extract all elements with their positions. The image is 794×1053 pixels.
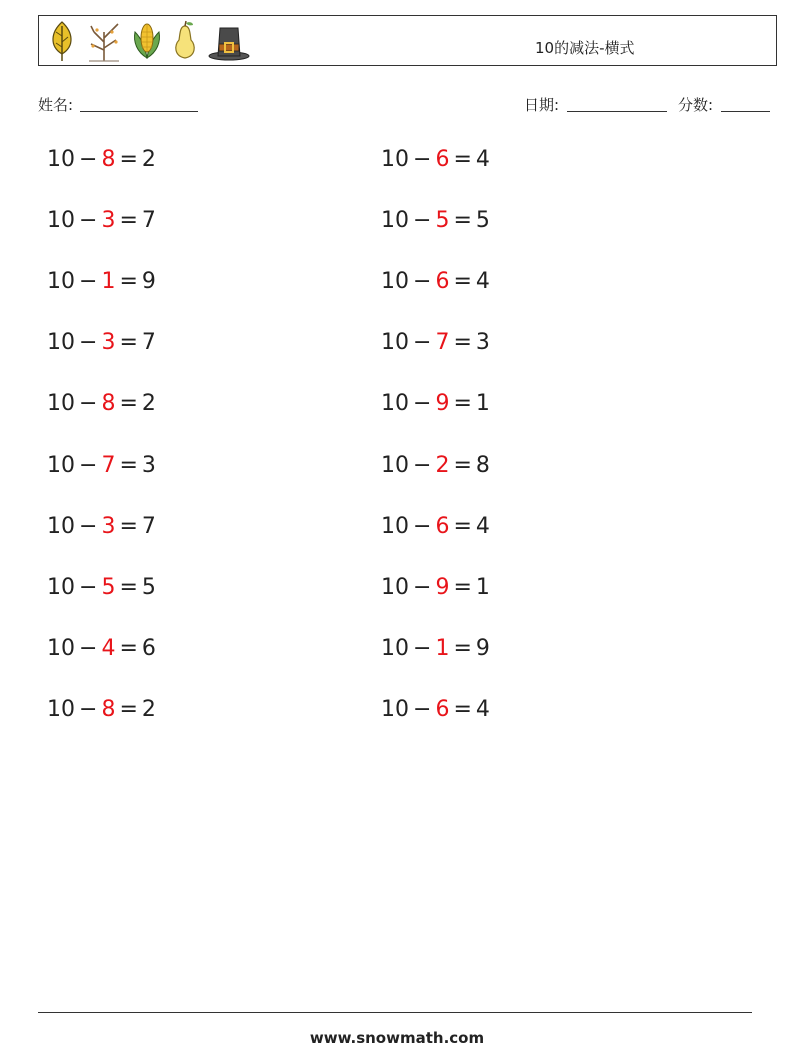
date-line[interactable]: [567, 111, 667, 112]
equals-sign: =: [453, 697, 472, 722]
minuend: 10: [381, 147, 409, 172]
minuend: 10: [381, 330, 409, 355]
problem-item: [47, 453, 156, 478]
difference: 1: [475, 575, 490, 600]
difference: 2: [141, 697, 156, 722]
problem-item: [381, 514, 490, 539]
subtrahend: 6: [435, 697, 450, 722]
minus-sign: −: [413, 208, 432, 233]
problem-item: [47, 636, 156, 661]
difference: 3: [475, 330, 490, 355]
difference: 1: [475, 391, 490, 416]
date-label: 日期:: [524, 96, 560, 114]
problem-item: [381, 269, 490, 294]
minuend: 10: [47, 391, 75, 416]
pear-icon: [171, 20, 199, 62]
difference: 2: [141, 147, 156, 172]
equals-sign: =: [119, 697, 138, 722]
minuend: 10: [47, 453, 75, 478]
difference: 4: [475, 269, 490, 294]
minuend: 10: [381, 453, 409, 478]
equals-sign: =: [453, 514, 472, 539]
difference: 9: [141, 269, 156, 294]
problem-item: [381, 697, 490, 722]
equals-sign: =: [119, 269, 138, 294]
minus-sign: −: [413, 636, 432, 661]
worksheet-title: 10的减法-横式: [535, 39, 635, 57]
minus-sign: −: [79, 514, 98, 539]
equals-sign: =: [453, 391, 472, 416]
problem-item: [47, 330, 156, 355]
minuend: 10: [381, 514, 409, 539]
subtrahend: 5: [435, 208, 450, 233]
yellow-leaf-icon: [47, 20, 77, 62]
problem-item: [47, 697, 156, 722]
difference: 7: [141, 208, 156, 233]
equals-sign: =: [119, 147, 138, 172]
problem-item: [381, 147, 490, 172]
equals-sign: =: [119, 514, 138, 539]
subtrahend: 8: [101, 697, 116, 722]
minuend: 10: [47, 697, 75, 722]
difference: 4: [475, 514, 490, 539]
score-label: 分数:: [678, 96, 714, 114]
minus-sign: −: [79, 575, 98, 600]
equals-sign: =: [453, 636, 472, 661]
minus-sign: −: [79, 636, 98, 661]
footer-divider: [38, 1012, 752, 1013]
minus-sign: −: [413, 269, 432, 294]
subtrahend: 1: [101, 269, 116, 294]
minus-sign: −: [79, 147, 98, 172]
minus-sign: −: [413, 697, 432, 722]
subtrahend: 6: [435, 514, 450, 539]
minuend: 10: [47, 514, 75, 539]
difference: 8: [475, 453, 490, 478]
problem-item: [381, 330, 490, 355]
equals-sign: =: [453, 269, 472, 294]
difference: 9: [475, 636, 490, 661]
equals-sign: =: [453, 147, 472, 172]
problem-item: [47, 514, 156, 539]
header-icons: [47, 19, 259, 63]
subtrahend: 6: [435, 269, 450, 294]
equals-sign: =: [119, 208, 138, 233]
problem-item: [381, 636, 490, 661]
minus-sign: −: [79, 269, 98, 294]
subtrahend: 5: [101, 575, 116, 600]
equals-sign: =: [453, 453, 472, 478]
minuend: 10: [381, 575, 409, 600]
minuend: 10: [47, 208, 75, 233]
minuend: 10: [381, 636, 409, 661]
difference: 3: [141, 453, 156, 478]
difference: 5: [475, 208, 490, 233]
minuend: 10: [47, 330, 75, 355]
equals-sign: =: [119, 636, 138, 661]
equals-sign: =: [453, 208, 472, 233]
subtrahend: 2: [435, 453, 450, 478]
minus-sign: −: [413, 330, 432, 355]
difference: 7: [141, 330, 156, 355]
difference: 4: [475, 147, 490, 172]
subtrahend: 1: [435, 636, 450, 661]
problem-item: [47, 208, 156, 233]
footer-site: www.snowmath.com: [309, 1029, 485, 1047]
equals-sign: =: [119, 453, 138, 478]
subtrahend: 3: [101, 208, 116, 233]
minuend: 10: [47, 575, 75, 600]
minus-sign: −: [79, 453, 98, 478]
equals-sign: =: [119, 391, 138, 416]
minus-sign: −: [413, 575, 432, 600]
equals-sign: =: [453, 330, 472, 355]
problem-item: [381, 391, 490, 416]
minuend: 10: [47, 147, 75, 172]
equals-sign: =: [453, 575, 472, 600]
minus-sign: −: [79, 391, 98, 416]
minus-sign: −: [413, 147, 432, 172]
subtrahend: 3: [101, 514, 116, 539]
problem-item: [381, 208, 490, 233]
subtrahend: 6: [435, 147, 450, 172]
minus-sign: −: [79, 208, 98, 233]
subtrahend: 8: [101, 147, 116, 172]
difference: 6: [141, 636, 156, 661]
problem-item: [47, 575, 156, 600]
name-label: 姓名:: [38, 96, 74, 114]
problem-item: [47, 269, 156, 294]
equals-sign: =: [119, 575, 138, 600]
minuend: 10: [381, 697, 409, 722]
minus-sign: −: [79, 697, 98, 722]
difference: 5: [141, 575, 156, 600]
problem-item: [381, 453, 490, 478]
subtrahend: 9: [435, 575, 450, 600]
minuend: 10: [381, 391, 409, 416]
problem-item: [381, 575, 490, 600]
minuend: 10: [381, 208, 409, 233]
minuend: 10: [47, 636, 75, 661]
name-line[interactable]: [80, 111, 198, 112]
bare-tree-icon: [85, 20, 123, 62]
score-line[interactable]: [721, 111, 770, 112]
corn-icon: [131, 20, 163, 62]
difference: 7: [141, 514, 156, 539]
difference: 2: [141, 391, 156, 416]
subtrahend: 4: [101, 636, 116, 661]
problem-item: [47, 391, 156, 416]
minus-sign: −: [413, 453, 432, 478]
minuend: 10: [381, 269, 409, 294]
equals-sign: =: [119, 330, 138, 355]
subtrahend: 7: [435, 330, 450, 355]
subtrahend: 3: [101, 330, 116, 355]
pilgrim-hat-icon: [207, 20, 251, 62]
subtrahend: 9: [435, 391, 450, 416]
minus-sign: −: [413, 391, 432, 416]
difference: 4: [475, 697, 490, 722]
minus-sign: −: [79, 330, 98, 355]
minus-sign: −: [413, 514, 432, 539]
header-box: [38, 15, 777, 66]
subtrahend: 8: [101, 391, 116, 416]
subtrahend: 7: [101, 453, 116, 478]
minuend: 10: [47, 269, 75, 294]
problem-item: [47, 147, 156, 172]
